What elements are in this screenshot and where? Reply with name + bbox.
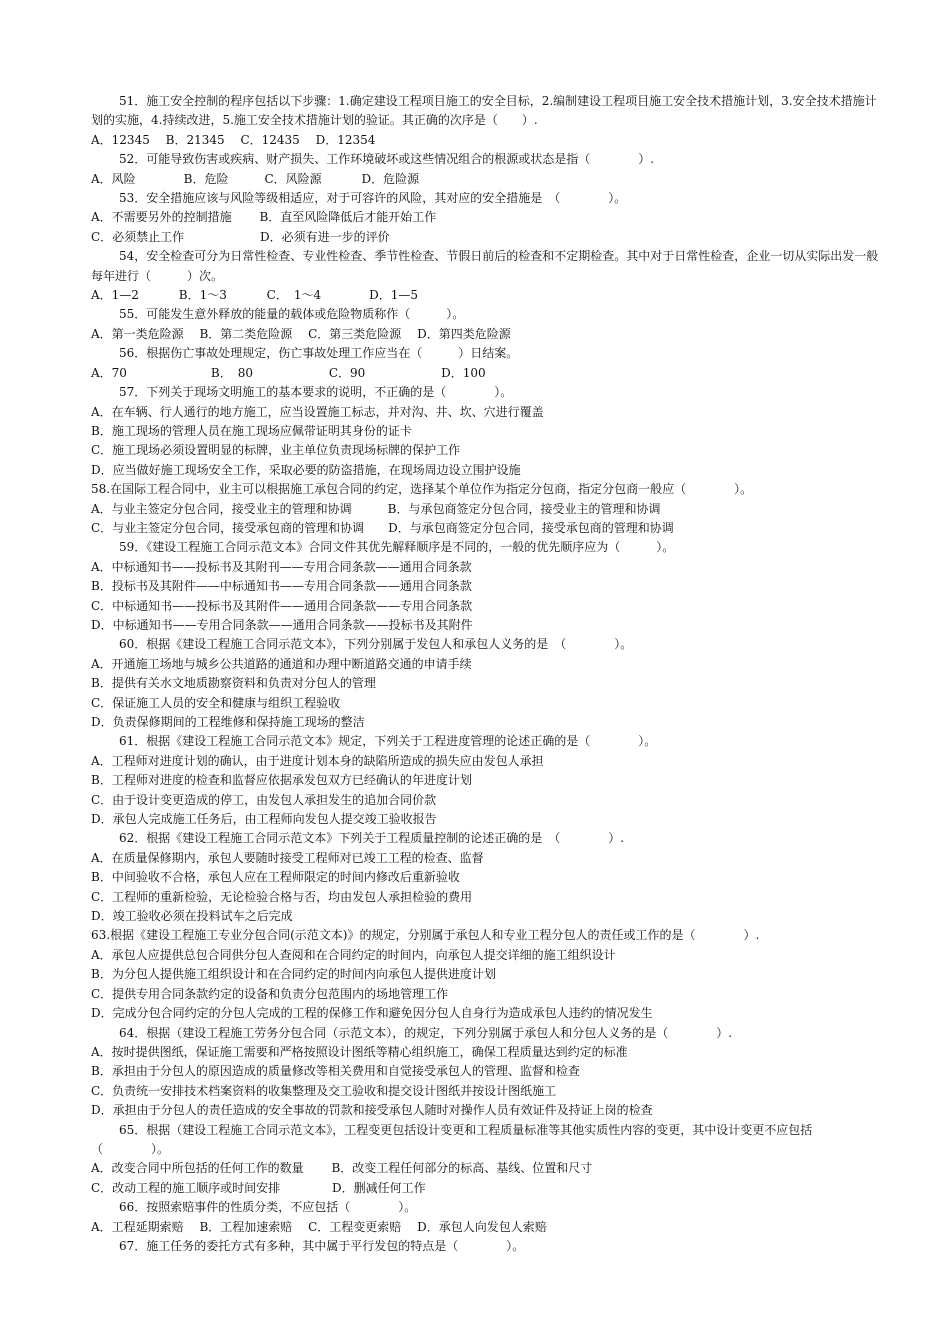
answer-options: A．承包人应提供总包合同供分包人查阅和在合同约定的时间内，向承包人提交详细的施工组织设计: [91, 947, 616, 962]
answer-options: B．施工现场的管理人员在施工现场应佩带证明其身份的证卡: [91, 423, 412, 438]
answer-options: D．负责保修期间的工程维修和保持施工现场的整洁: [91, 715, 365, 729]
answer-options: A．第一类危险源 B．第二类危险源 C．第三类危险源 D．第四类危险源: [91, 326, 511, 341]
question-stem: 52．可能导致伤害或疾病、财产损失、工作环境破坏或这些情况组合的根源或状态是指（ ）.: [119, 152, 655, 167]
answer-options: D．应当做好施工现场安全工作，采取必要的防盗措施，在现场周边设立围护设施: [91, 462, 521, 477]
answer-options: C．负责统一安排技术档案资料的收集整理及交工验收和提交设计图纸并按设计图纸施工: [91, 1083, 557, 1098]
question-stem: 53．安全措施应该与风险等级相适应，对于可容许的风险，其对应的安全措施是 （ ）。: [119, 191, 627, 206]
question-stem: 64．根据（建设工程施工劳务分包合同（示范文本），的规定，下列分别属于承包人和分包人义务的是（ ）.: [119, 1025, 733, 1040]
question-stem: 67．施工任务的委托方式有多种，其中属于平行发包的特点是（ ）。: [119, 1238, 525, 1253]
question-stem: 51．施工安全控制的程序包括以下步骤：1.确定建设工程项目施工的安全目标，2.编制建设工程项目施工安全技术措施计划，3.安全技术措施计划的实施，4.持续改进，5.施工安全技术措施计划的验证。其正确的次序是（ ）.: [91, 94, 877, 128]
answer-options: A．工程延期索赔 B．工程加速索赔 C．工程变更索赔 D．承包人向发包人索赔: [91, 1219, 547, 1234]
answer-options: C．提供专用合同条款约定的设备和负责分包范围内的场地管理工作: [91, 986, 449, 1001]
answer-options: A．1—2 B．1～3 C． 1～4 D．1—5: [91, 288, 418, 303]
answer-options: A．工程师对进度计划的确认，由于进度计划本身的缺陷所造成的损失应由发包人承担: [91, 753, 544, 768]
question-stem: 65．根据（建设工程施工合同示范文本》，工程变更包括设计变更和工程质量标准等其他实质性内容的变更，其中设计变更不应包括（ ）。: [91, 1122, 813, 1156]
answer-options: B．投标书及其附件——中标通知书——专用合同条款——通用合同条款: [91, 579, 472, 594]
answer-options: B．为分包人提供施工组织设计和在合同约定的时间内向承包人提供进度计划: [91, 967, 496, 982]
answer-options: C．中标通知书——投标书及其附件——通用合同条款——专用合同条款: [91, 598, 473, 613]
question-stem: 59．《建设工程施工合同示范文本》合同文件其优先解释顺序是不同的，一般的优先顺序应为（ ）。: [119, 540, 675, 555]
answer-options: A．与业主签定分包合同，接受业主的管理和协调 B．与承包商签定分包合同，接受业主的管理和协调: [91, 501, 661, 516]
answer-options: A．风险 B．危险 C．风险源 D．危险源: [91, 171, 420, 186]
answer-options: C．施工现场必须设置明显的标牌，业主单位负责现场标牌的保护工作: [91, 443, 461, 458]
question-stem: 55．可能发生意外释放的能量的载体或危险物质称作（ ）。: [119, 307, 465, 322]
answer-options: A．开通施工场地与城乡公共道路的通道和办理中断道路交通的申请手续: [91, 656, 472, 671]
answer-options: A．中标通知书——投标书及其附刊——专用合同条款——通用合同条款: [91, 559, 472, 574]
answer-options: A．不需要另外的控制措施 B．直至风险降低后才能开始工作: [91, 210, 437, 225]
answer-options: D．承包人完成施工任务后，由工程师向发包人提交竣工验收报告: [91, 812, 437, 827]
answer-options: C．由于设计变更造成的停工，由发包人承担发生的追加合同价款: [91, 792, 437, 807]
answer-options: B．提供有关水文地质勘察资料和负责对分包人的管理: [91, 676, 376, 691]
question-stem: 66．按照索赔事件的性质分类，不应包括（ ）。: [119, 1200, 417, 1215]
answer-options: D．完成分包合同约定的分包人完成的工程的保修工作和避免因分包人自身行为造成承包人违约的情况发生: [91, 1006, 653, 1021]
answer-options: D．中标通知书——专用合同条款——通用合同条款——投标书及其附件: [91, 617, 473, 632]
question-stem: 54，安全检查可分为日常性检查、专业性检查、季节性检查、节假日前后的检查和不定期检查。其中对于日常性检查，企业一切从实际出发一般每年进行（ ）次。: [91, 249, 879, 283]
answer-options: B．中间验收不合格，承包人应在工程师限定的时间内修改后重新验收: [91, 870, 460, 885]
answer-options: 63.根据《建设工程施工专业分包合同(示范文本)》的规定，分别属于承包人和专业工程分包人的责任或工作的是（ ）.: [91, 928, 760, 943]
answer-options: D．竣工验收必须在投料试车之后完成: [91, 909, 293, 924]
answer-options: D．承担由于分包人的责任造成的安全事故的罚款和接受承包人随时对操作人员有效证件及持证上岗的检查: [91, 1103, 653, 1118]
answer-options: C．必须禁止工作 D．必须有进一步的评价: [91, 229, 390, 244]
question-stem: 57．下列关于现场文明施工的基本要求的说明，不正确的是（ ）。: [119, 385, 513, 400]
answer-options: C．与业主签定分包合同，接受承包商的管理和协调 D．与承包商签定分包合同，接受承包商的管理和协调: [91, 520, 674, 535]
answer-options: B．承担由于分包人的原因造成的质量修改等相关费用和自觉接受承包人的管理、监督和检查: [91, 1064, 580, 1079]
question-stem: 61．根据《建设工程施工合同示范文本》规定，下列关于工程进度管理的论述正确的是（ ）。: [119, 734, 657, 749]
answer-options: C．保证施工人员的安全和健康与组织工程验收: [91, 695, 341, 710]
answer-options: A．12345 B．21345 C．12435 D．12354: [91, 132, 376, 147]
answer-options: A．按时提供图纸，保证施工需要和严格按照设计图纸等精心组织施工，确保工程质量达到约定的标准: [91, 1044, 628, 1059]
answer-options: A．在车辆、行人通行的地方施工，应当设置施工标志，并对沟、井、坎、穴进行覆盖: [91, 404, 544, 419]
question-stem: 62．根据《建设工程施工合同示范文本》下列关于工程质量控制的论述正确的是 （ ）.: [119, 831, 625, 846]
answer-options: A．改变合同中所包括的任何工作的数量 B．改变工程任何部分的标高、基线、位置和尺寸: [91, 1161, 593, 1176]
answer-options: C．工程师的重新检验，无论检验合格与否，均由发包人承担检验的费用: [91, 889, 473, 904]
question-stem: 56．根据伤亡事故处理规定，伤亡事故处理工作应当在（ ）日结案。: [119, 346, 519, 361]
answer-options: C．改动工程的施工顺序或时间安排 D．删减任何工作: [91, 1180, 426, 1195]
answer-options: A．在质量保修期内，承包人要随时接受工程师对已竣工工程的检查、监督: [91, 850, 484, 865]
question-stem: 60．根据《建设工程施工合同示范文本》，下列分别属于发包人和承包人义务的是 （ ）。: [119, 637, 633, 652]
answer-options: B．工程师对进度的检查和监督应依据承发包双方已经确认的年进度计划: [91, 773, 472, 788]
document-body: [91, 92, 881, 1256]
answer-options: A．70 B． 80 C．90 D．100: [91, 365, 486, 380]
answer-options: 58.在国际工程合同中，业主可以根据施工承包合同的约定，选择某个单位作为指定分包商，指定分包商一般应（ ）。: [91, 482, 753, 497]
